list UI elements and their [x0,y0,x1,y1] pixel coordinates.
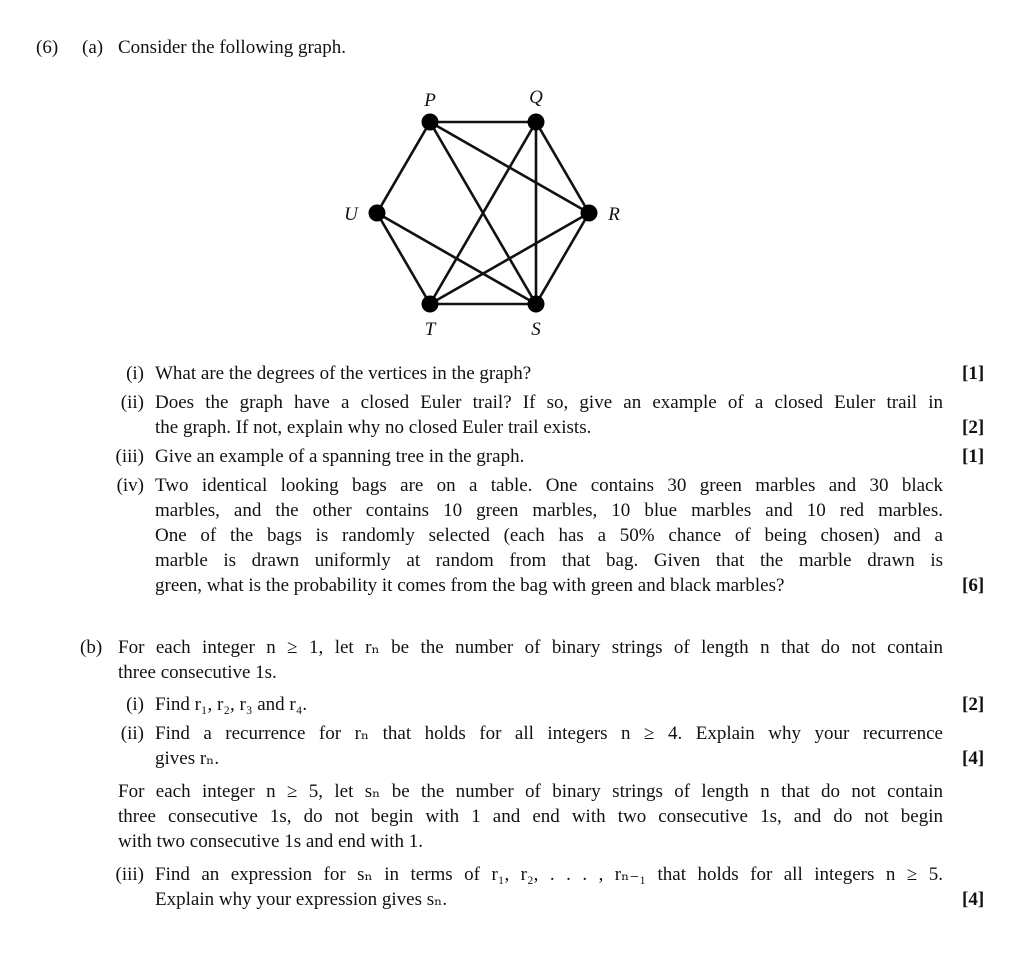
item-a-ii-mark: [2] [962,417,985,438]
vertex-Q [528,114,545,131]
part-b-intro-line-2: three consecutive 1s. [118,662,277,683]
part-b-intro-line-1: For each integer n ≥ 1, let rₙ be the number of binary strings of length n that do not contain [118,637,943,658]
graph-edges [377,122,589,304]
item-a-iv-number: (iv) [116,475,144,496]
item-b-iii-line-1: Find an expression for sₙ in terms of r₁, r₂, . . . , rₙ₋₁ that holds for all integers n ≥ 5. [155,864,943,885]
vertex-P [422,114,439,131]
item-a-iii-text: Give an example of a spanning tree in the graph. [155,446,525,467]
item-a-ii-line-1: Does the graph have a closed Euler trail? If so, give an example of a closed Euler trail in [155,392,943,413]
item-b-i-text: Find r₁, r₂, r₃ and r₄. [155,694,308,715]
item-a-iv-line-5: green, what is the probability it comes from the bag with green and black marbles? [155,575,785,596]
item-a-iv-line-3: One of the bags is randomly selected (each has a 50% chance of being chosen) and a [155,525,943,546]
item-a-iii-mark: [1] [962,446,985,467]
item-b-iii-number: (iii) [115,864,144,885]
item-b-ii-line-1: Find a recurrence for rₙ that holds for all integers n ≥ 4. Explain why your recurrence [155,723,943,744]
edge-R-S [536,213,589,304]
part-a-label: (a) [82,37,104,58]
vertex-label-P: P [424,90,436,111]
vertex-label-S: S [531,319,541,340]
item-a-iv-line-1: Two identical looking bags are on a table. One contains 30 green marbles and 30 black [155,475,943,496]
part-b-middle-line-3: with two consecutive 1s and end with 1. [118,831,424,852]
edge-S-U [377,213,536,304]
item-a-i-text: What are the degrees of the vertices in the graph? [155,363,532,384]
item-a-iv-mark: [6] [962,575,985,596]
edge-R-T [430,213,589,304]
item-a-iv-line-4: marble is drawn uniformly at random from that bag. Given that the marble drawn is [155,550,943,571]
item-b-ii-number: (ii) [120,723,144,744]
item-a-i-mark: [1] [962,363,985,384]
item-b-iii-mark: [4] [962,889,985,910]
vertex-R [581,205,598,222]
item-b-i-mark: [2] [962,694,985,715]
edge-Q-R [536,122,589,213]
part-b-label: (b) [80,637,103,658]
item-a-i-number: (i) [126,363,144,384]
vertex-S [528,296,545,313]
item-b-i-number: (i) [126,694,144,715]
vertex-U [369,205,386,222]
edge-T-U [377,213,430,304]
vertex-label-T: T [424,319,436,340]
question-number: (6) [36,37,59,58]
edge-P-U [377,122,430,213]
item-a-ii-number: (ii) [120,392,144,413]
vertex-label-R: R [608,204,620,225]
item-b-iii-line-2: Explain why your expression gives sₙ. [155,889,448,910]
part-b-middle-line-2: three consecutive 1s, do not begin with 1 and end with two consecutive 1s, and do not begin [118,806,943,827]
item-a-ii-line-2: the graph. If not, explain why no closed Euler trail exists. [155,417,592,438]
item-b-ii-mark: [4] [962,748,985,769]
item-a-iv-line-2: marbles, and the other contains 10 green marbles, 10 blue marbles and 10 red marbles. [155,500,943,521]
part-b-middle-line-1: For each integer n ≥ 5, let sₙ be the number of binary strings of length n that do not contain [118,781,943,802]
vertex-T [422,296,439,313]
graph-figure [330,80,640,345]
vertex-label-U: U [344,204,358,225]
item-b-ii-line-2: gives rₙ. [155,748,220,769]
vertex-label-Q: Q [529,87,543,108]
item-a-iii-number: (iii) [115,446,144,467]
part-a-intro: Consider the following graph. [118,37,346,58]
